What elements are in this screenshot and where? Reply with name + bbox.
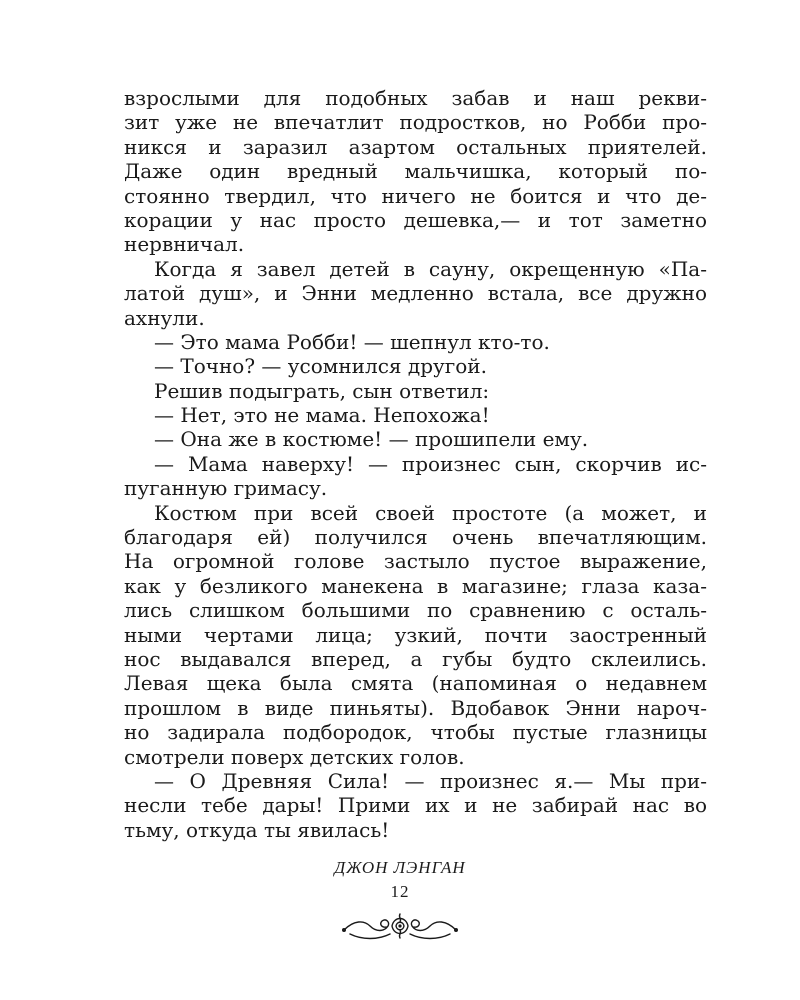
text-line: как у безликого манекена в магазине; глаза каза- — [124, 573, 707, 598]
paragraph — [124, 86, 707, 257]
text-line: Костюм при всей своей простоте (а может, и — [154, 500, 707, 525]
text-line: лись слишком большими по сравнению с осталь- — [124, 598, 707, 623]
text-line: Даже один вредный мальчишка, который по- — [124, 159, 707, 184]
text-line: стоянно твердил, что ничего не боится и что де- — [124, 183, 707, 208]
text-line: смотрели поверх детских голов. — [124, 744, 465, 769]
dialogue-line — [124, 330, 707, 354]
text-line: — Она же в костюме! — прошипели ему. — [154, 427, 589, 452]
text-line: пуганную гримасу. — [124, 476, 328, 501]
text-line: Левая щека была смята (напоминая о недавнем — [124, 671, 707, 696]
dialogue-line — [124, 452, 707, 501]
text-line: — Точно? — усомнился другой. — [154, 354, 487, 379]
text-line: прошлом в виде пиньяты). Вдобавок Энни нароч- — [124, 695, 707, 720]
text-line: тьму, откуда ты явилась! — [124, 817, 390, 842]
text-line: — Нет, это не мама. Непохожа! — [154, 403, 490, 428]
text-line: — Это мама Робби! — шепнул кто-то. — [154, 329, 550, 354]
dialogue-line — [124, 769, 707, 842]
text-line: нос выдавался вперед, а губы будто склеились. — [124, 646, 707, 671]
text-line: никся и заразил азартом остальных приятелей. — [124, 134, 707, 159]
running-title: ДЖОН ЛЭНГАН — [334, 858, 466, 877]
text-line: ахнули. — [124, 305, 205, 330]
text-line: зит уже не впечатлит подростков, но Робби про- — [124, 110, 707, 135]
dialogue-line — [124, 354, 707, 378]
text-line: благодаря ей) получился очень впечатляющим. — [124, 525, 707, 550]
text-line: — Мама наверху! — произнес сын, скорчив ис- — [154, 451, 707, 476]
text-line: взрослыми для подобных забав и наш рекви- — [124, 86, 707, 110]
dialogue-line — [124, 427, 707, 451]
text-line: корации у нас просто дешевка,— и тот заметно — [124, 207, 707, 232]
flourish-ornament-icon — [340, 906, 460, 946]
text-line: Решив подыграть, сын ответил: — [154, 378, 490, 403]
paragraph — [124, 379, 707, 403]
text-line: На огромной голове застыло пустое выражение, — [124, 549, 707, 574]
text-line: нервничал. — [124, 232, 245, 257]
text-line: латой душ», и Энни медленно встала, все дружно — [124, 281, 707, 306]
page-number: 12 — [390, 882, 410, 901]
text-line: несли тебе дары! Прими их и не забирай нас во — [124, 793, 707, 818]
paragraph — [124, 501, 707, 769]
dialogue-line — [124, 403, 707, 427]
text-line: ными чертами лица; узкий, почти заостренный — [124, 622, 707, 647]
paragraph — [124, 257, 707, 330]
text-line: но задирала подбородок, чтобы пустые глазницы — [124, 720, 707, 745]
text-line: Когда я завел детей в сауну, окрещенную «Па- — [154, 256, 707, 281]
text-line: — О Древняя Сила! — произнес я.— Мы при- — [154, 768, 707, 793]
page-body — [124, 86, 707, 842]
